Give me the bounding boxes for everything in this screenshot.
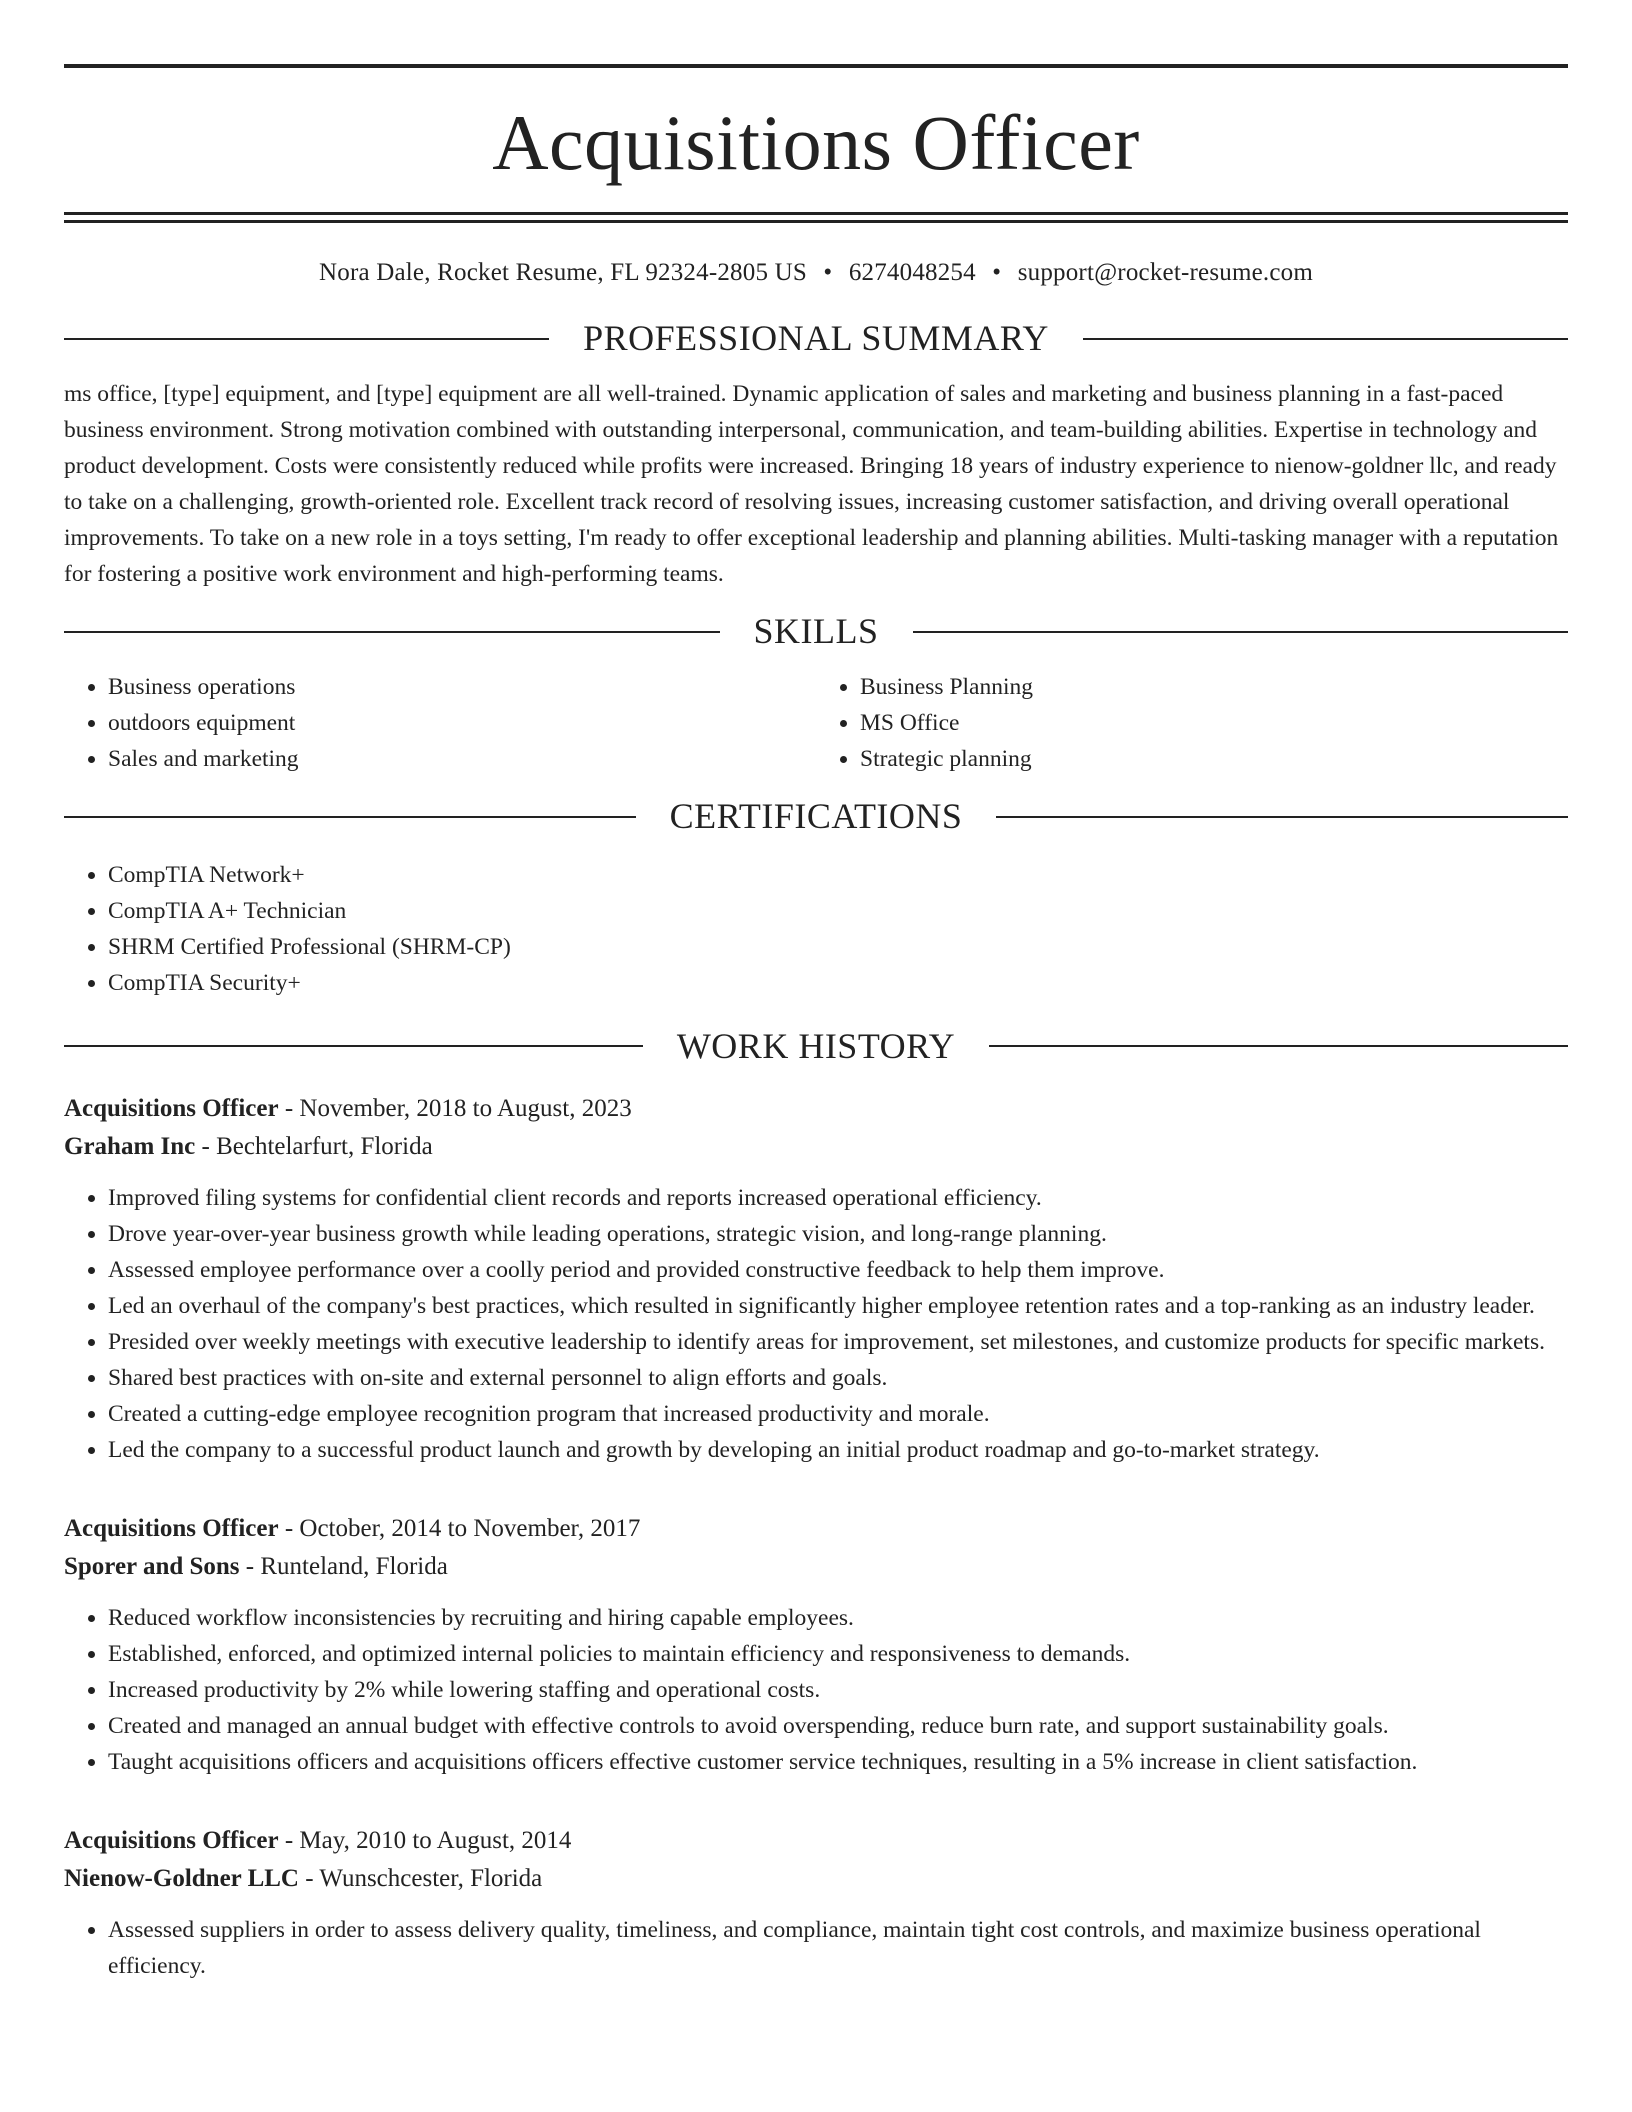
contact-email[interactable]: support@rocket-resume.com: [1017, 259, 1313, 286]
skills-list-left: [64, 669, 816, 777]
job-bullets: [64, 1600, 1568, 1780]
certification-item: • SHRM Certified Professional (SHRM-CP): [108, 929, 1568, 965]
job-company-line: [64, 1128, 1568, 1166]
job-role: Acquisitions Officer: [64, 1094, 279, 1122]
job-company-line: [64, 1860, 1568, 1898]
summary-text: ms office, [type] equipment, and [type] equipment are all well-trained. Dynamic application of sales and marketing and business planning in a fast-paced business environment. Strong motivation combined with outstanding interpersonal, communication, and team-building abilities. Expertise in technology and product development. Costs were consistently reduced while profits were increased. Bringing 18 years of industry experience to nienow-goldner llc, and ready to take on a challenging, growth-oriented role. Excellent track record of resolving issues, increasing customer satisfaction, and driving overall operational improvements. To take on a new role in a toys setting, I'm ready to offer exceptional leadership and planning abilities. Multi-tasking manager with a reputation for fostering a positive work environment and high-performing teams.: [64, 381, 1559, 588]
contact-separator: •: [823, 259, 833, 286]
skills-grid: [64, 669, 1568, 777]
skills-list-right: [816, 669, 1568, 777]
job-role-line: [64, 1510, 1568, 1548]
job-location: - Wunschcester, Florida: [298, 1864, 543, 1892]
skill-item: • MS Office: [860, 705, 1568, 741]
job-bullet: • Assessed employee performance over a coolly period and provided constructive feedback to help them improve.: [108, 1252, 1568, 1288]
job-bullets: [64, 1912, 1568, 1984]
job-bullet: • Created and managed an annual budget with effective controls to avoid overspending, reduce burn rate, and support sustainability goals.: [108, 1708, 1568, 1744]
heading-rule-left: [64, 816, 636, 818]
job-bullet: • Shared best practices with on-site and external personnel to align efforts and goals.: [108, 1360, 1568, 1396]
heading-rule-right: [996, 816, 1568, 818]
job-bullet: • Presided over weekly meetings with executive leadership to identify areas for improvement, set milestones, and customize products for specific markets.: [108, 1324, 1568, 1360]
job-role-line: [64, 1822, 1568, 1860]
job-company: Graham Inc: [64, 1132, 196, 1160]
job-role: Acquisitions Officer: [64, 1514, 279, 1542]
skill-item: • Strategic planning: [860, 741, 1568, 777]
job-location: - Runteland, Florida: [239, 1552, 448, 1580]
skills-heading: [64, 610, 1568, 653]
certification-item: • CompTIA Security+: [108, 965, 1568, 1001]
resume-title: Acquisitions Officer: [492, 99, 1140, 186]
job-role-line: [64, 1090, 1568, 1128]
certification-item: • CompTIA Network+: [108, 857, 1568, 893]
heading-rule-right: [989, 1045, 1568, 1047]
job-bullet: • Taught acquisitions officers and acquisitions officers effective customer service techniques, resulting in a 5% increase in client satisfaction.: [108, 1744, 1568, 1780]
job-location: - Bechtelarfurt, Florida: [195, 1132, 433, 1160]
job-bullet: • Assessed suppliers in order to assess delivery quality, timeliness, and compliance, maintain tight cost controls, and maximize business operational efficiency.: [108, 1912, 1568, 1984]
contact-line: [64, 259, 1568, 287]
heading-rule-right: [913, 631, 1569, 633]
job-bullet: • Led an overhaul of the company's best practices, which resulted in significantly higher employee retention rates and a top-ranking as an industry leader.: [108, 1288, 1568, 1324]
job-dates: - October, 2014 to November, 2017: [278, 1514, 641, 1542]
contact-separator: •: [992, 259, 1002, 286]
work-history-heading: [64, 1025, 1568, 1068]
skill-item: • Sales and marketing: [108, 741, 816, 777]
job-entry: [64, 1090, 1568, 1468]
heading-rule-right: [1083, 338, 1568, 340]
job-bullet: • Increased productivity by 2% while lowering staffing and operational costs.: [108, 1672, 1568, 1708]
skill-item: • outdoors equipment: [108, 705, 816, 741]
heading-rule-left: [64, 1045, 643, 1047]
job-bullet: • Reduced workflow inconsistencies by recruiting and hiring capable employees.: [108, 1600, 1568, 1636]
job-bullet: • Led the company to a successful product launch and growth by developing an initial product roadmap and go-to-market strategy.: [108, 1432, 1568, 1468]
title-double-rule: [64, 212, 1568, 223]
job-dates: - November, 2018 to August, 2023: [278, 1094, 632, 1122]
summary-heading: [64, 317, 1568, 360]
job-bullet: • Established, enforced, and optimized internal policies to maintain efficiency and responsiveness to demands.: [108, 1636, 1568, 1672]
certifications-heading: [64, 795, 1568, 838]
certifications-list: [64, 857, 1568, 1001]
job-company: Nienow-Goldner LLC: [64, 1864, 299, 1892]
job-role: Acquisitions Officer: [64, 1826, 279, 1854]
certification-item: • CompTIA A+ Technician: [108, 893, 1568, 929]
job-dates: - May, 2010 to August, 2014: [278, 1826, 572, 1854]
heading-rule-left: [64, 338, 549, 340]
job-entry: [64, 1822, 1568, 1984]
skills-title: SKILLS: [753, 611, 879, 652]
summary-title: PROFESSIONAL SUMMARY: [583, 318, 1049, 358]
certifications-title: CERTIFICATIONS: [669, 796, 963, 837]
job-bullet: • Drove year-over-year business growth while leading operations, strategic vision, and long-range planning.: [108, 1216, 1568, 1252]
skill-item: • Business operations: [108, 669, 816, 705]
work-history-title: WORK HISTORY: [676, 1025, 956, 1066]
job-entry: [64, 1510, 1568, 1780]
job-bullets: [64, 1180, 1568, 1468]
job-company-line: [64, 1548, 1568, 1586]
job-bullet: • Improved filing systems for confidential client records and reports increased operational efficiency.: [108, 1180, 1568, 1216]
job-bullet: • Created a cutting-edge employee recognition program that increased productivity and morale.: [108, 1396, 1568, 1432]
heading-rule-left: [64, 631, 720, 633]
contact-phone[interactable]: 6274048254: [848, 259, 976, 286]
job-company: Sporer and Sons: [64, 1552, 240, 1580]
contact-address: Nora Dale, Rocket Resume, FL 92324-2805 US: [319, 259, 807, 286]
skill-item: • Business Planning: [860, 669, 1568, 705]
